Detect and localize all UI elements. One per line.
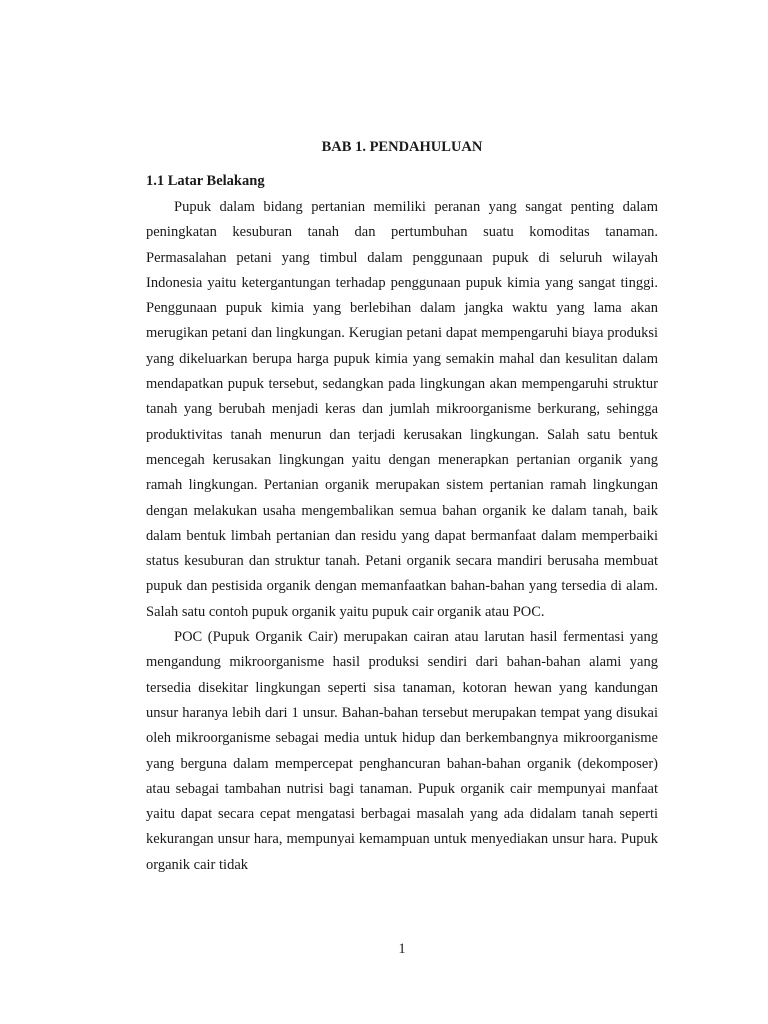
section-heading: 1.1 Latar Belakang <box>146 173 265 189</box>
paragraph-2: POC (Pupuk Organik Cair) merupakan cairan atau larutan hasil fermentasi yang mengandung mikroorganisme hasil produksi sendiri dari bahan-bahan alami yang tersedia disekitar lingkungan seperti sisa tanaman, kotoran hewan yang kandungan unsur haranya lebih dari 1 unsur. Bahan-bahan tersebut merupakan tempat yang disukai oleh mikroorganisme sebagai media untuk hidup dan berkembangnya mikroorganisme yang berguna dalam mempercepat penghancuran bahan-bahan organik (dekomposer) atau sebagai tambahan nutrisi bagi tanaman. Pupuk organik cair mempunyai manfaat yaitu dapat secara cepat mengatasi berbagai masalah yang ada didalam tanah seperti kekurangan unsur hara, mempunyai kemampuan untuk menyediakan unsur hara. Pupuk organik cair tidak <box>146 629 658 873</box>
body-text <box>146 195 658 878</box>
chapter-title: BAB 1. PENDAHULUAN <box>321 139 483 155</box>
page-number: 1 <box>398 941 406 957</box>
paragraph-1: Pupuk dalam bidang pertanian memiliki peranan yang sangat penting dalam peningkatan kesuburan tanah dan pertumbuhan suatu komoditas tanaman. Permasalahan petani yang timbul dalam penggunaan pupuk di seluruh wilayah Indonesia yaitu ketergantungan terhadap penggunaan pupuk kimia yang sangat tinggi. Penggunaan pupuk kimia yang berlebihan dalam jangka waktu yang lama akan merugikan petani dan lingkungan. Kerugian petani dapat mempengaruhi biaya produksi yang dikeluarkan berupa harga pupuk kimia yang semakin mahal dan kesulitan dalam mendapatkan pupuk tersebut, sedangkan pada lingkungan akan mempengaruhi struktur tanah yang berubah menjadi keras dan jumlah mikroorganisme berkurang, sehingga produktivitas tanah menurun dan terjadi kerusakan lingkungan. Salah satu bentuk mencegah kerusakan lingkungan yaitu dengan menerapkan pertanian organik yang ramah lingkungan. Pertanian organik merupakan sistem pertanian ramah lingkungan dengan melakukan usaha mengembalikan semua bahan organik ke dalam tanah, baik dalam bentuk limbah pertanian dan residu yang dapat bermanfaat dalam memperbaiki status kesuburan dan struktur tanah. Petani organik secara mandiri berusaha membuat pupuk dan pestisida organik dengan memanfaatkan bahan-bahan yang tersedia di alam. Salah satu contoh pupuk organik yaitu pupuk cair organik atau POC. <box>146 199 658 620</box>
